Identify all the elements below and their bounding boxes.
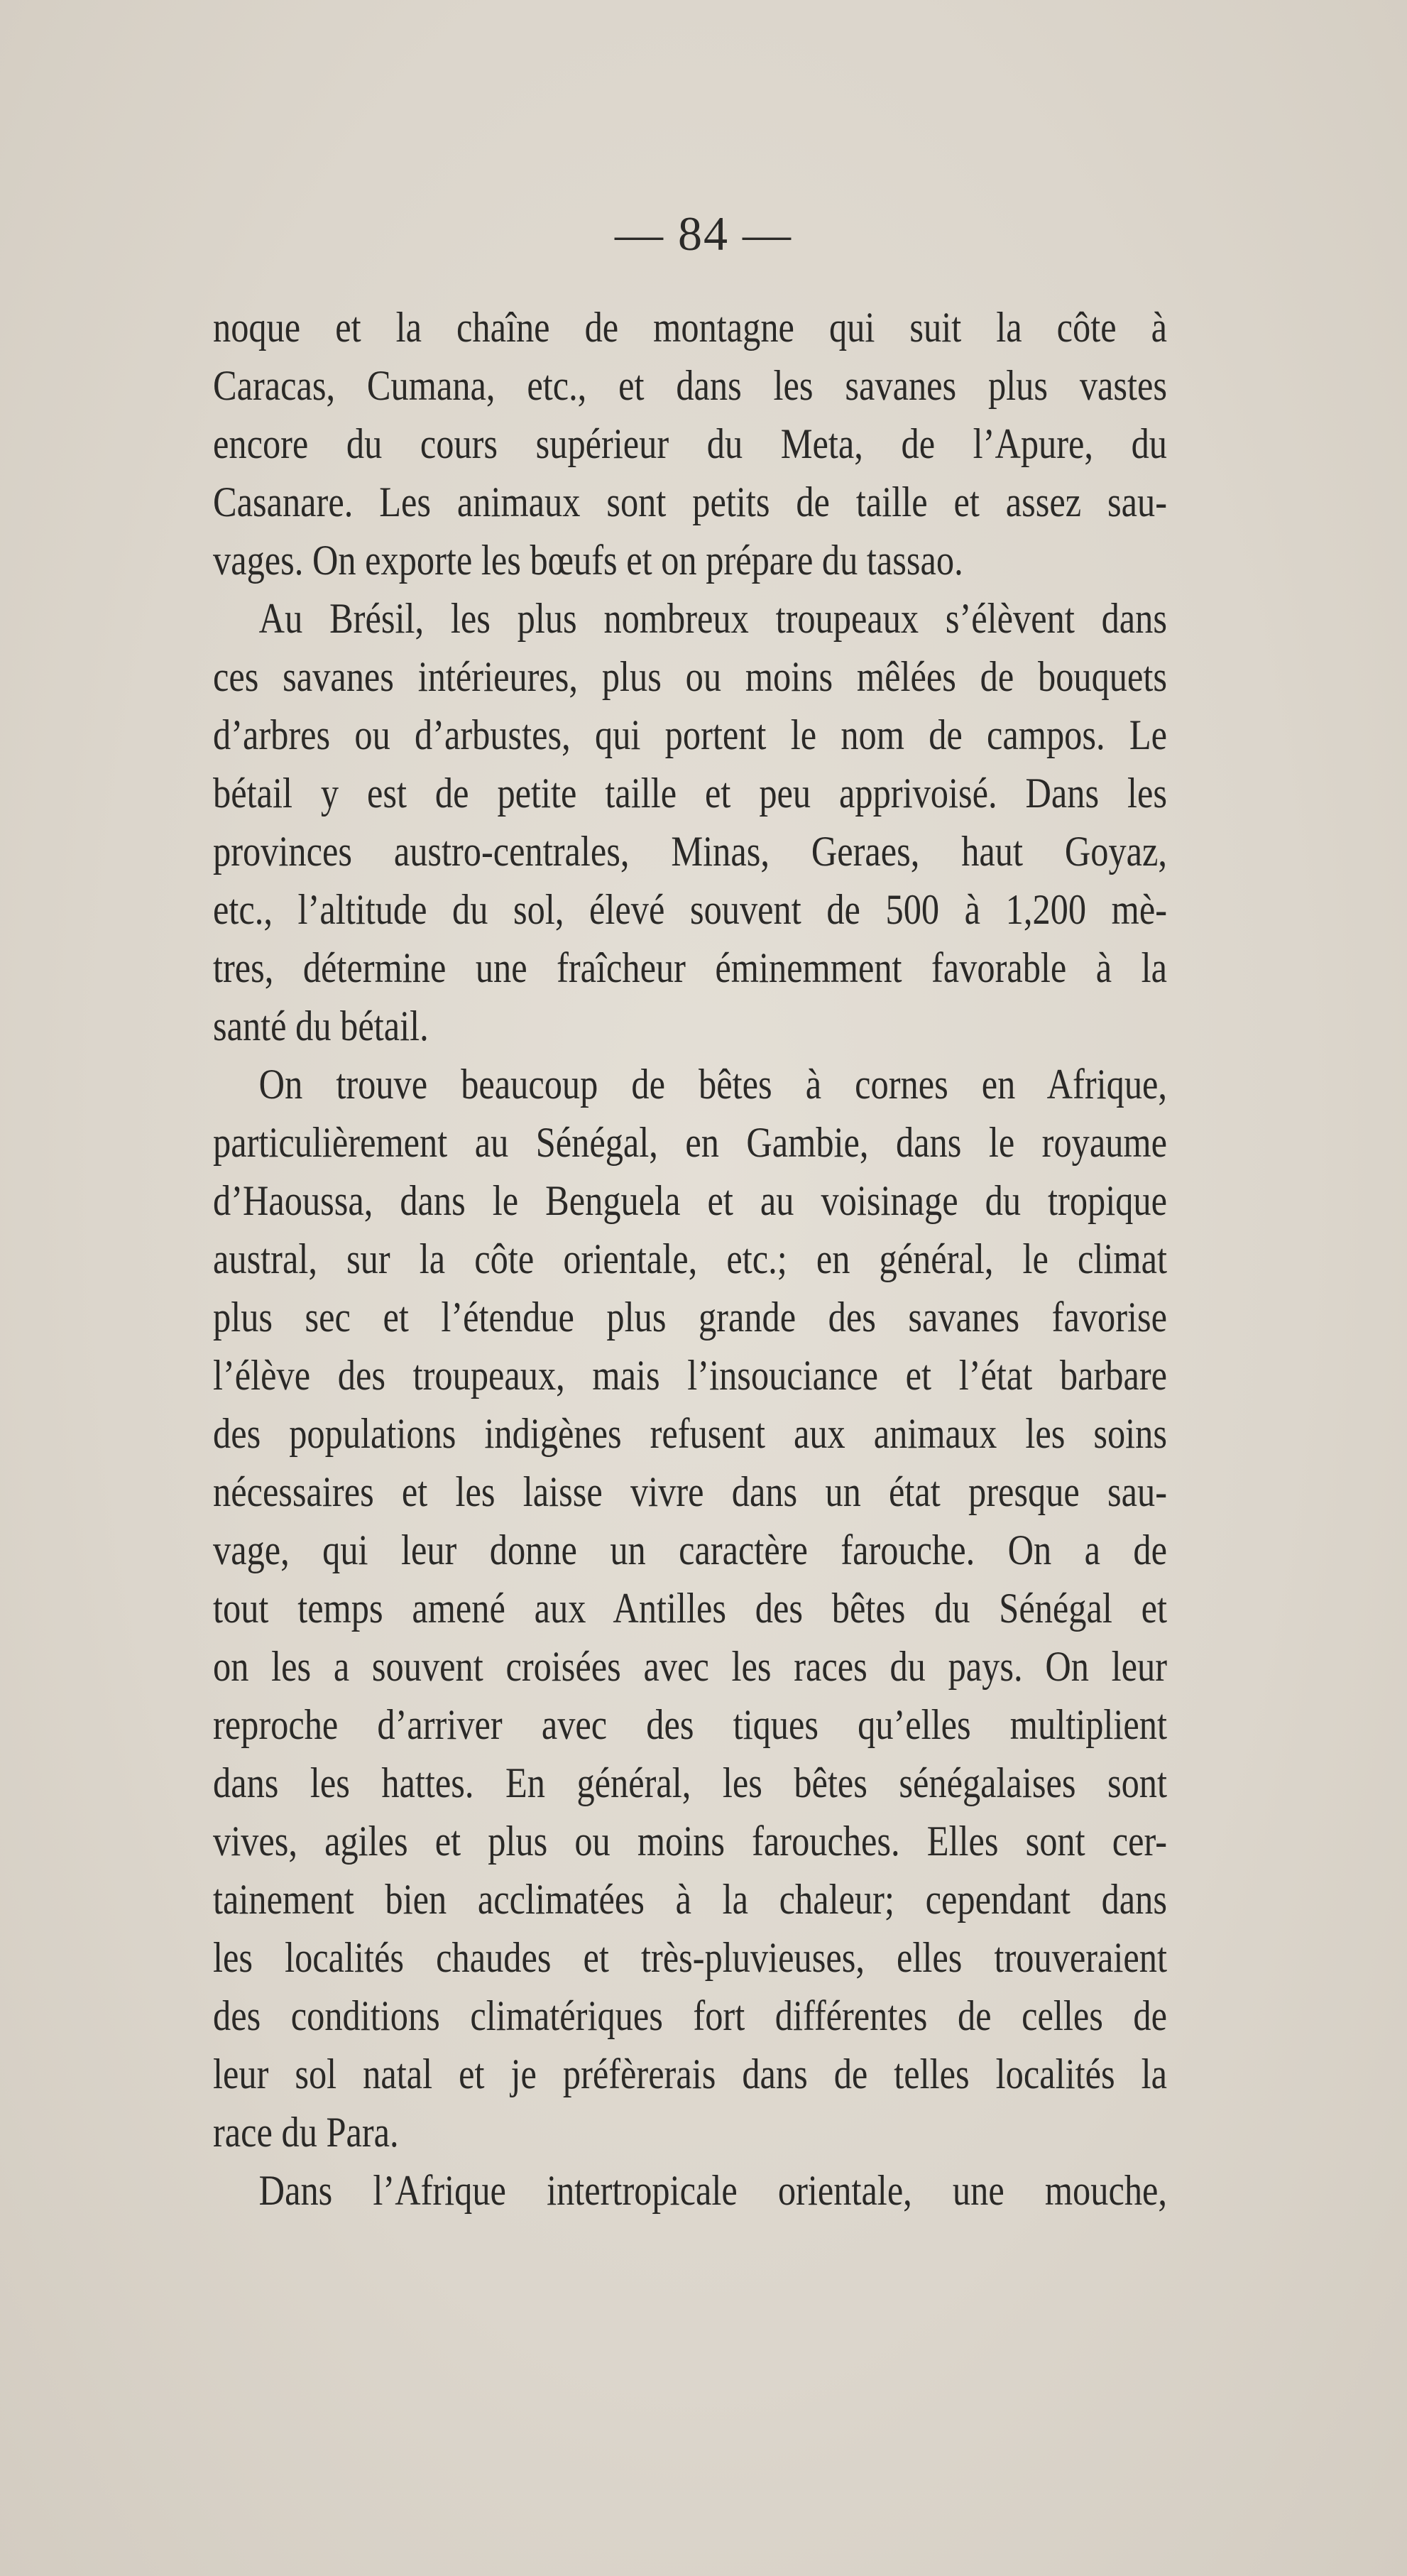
text-line: particulièrement au Sénégal, en Gambie, dans le royaume: [213, 1119, 1167, 1166]
paragraph-start-line: Au Brésil, les plus nombreux troupeaux s’élèvent dans: [258, 595, 1168, 642]
text-line: race du Para.: [213, 2109, 399, 2156]
text-line: plus sec et l’étendue plus grande des savanes favorise: [213, 1294, 1167, 1341]
text-line: d’arbres ou d’arbustes, qui portent le nom de campos. Le: [213, 711, 1167, 758]
text-line: vages. On exporte les bœufs et on prépare du tassao.: [213, 537, 963, 584]
text-line: tres, détermine une fraîcheur éminemment favorable à la: [213, 944, 1167, 991]
text-line: Caracas, Cumana, etc., et dans les savanes plus vastes: [213, 362, 1167, 409]
text-line: nécessaires et les laisse vivre dans un état presque sau-: [213, 1468, 1167, 1515]
text-line: santé du bétail.: [213, 1003, 429, 1049]
text-line: ces savanes intérieures, plus ou moins mêlées de bouquets: [213, 653, 1167, 700]
page-number: — 84 —: [615, 207, 792, 261]
text-line: l’élève des troupeaux, mais l’insouciance et l’état barbare: [213, 1352, 1167, 1399]
paragraph-start-line: On trouve beaucoup de bêtes à cornes en Afrique,: [258, 1061, 1168, 1108]
text-line: provinces austro-centrales, Minas, Geraes, haut Goyaz,: [213, 828, 1167, 875]
text-line: tout temps amené aux Antilles des bêtes du Sénégal et: [213, 1585, 1167, 1632]
text-line: austral, sur la côte orientale, etc.; en général, le climat: [213, 1235, 1167, 1282]
text-line: noque et la chaîne de montagne qui suit la côte à: [213, 304, 1167, 351]
text-line: reproche d’arriver avec des tiques qu’elles multiplient: [213, 1701, 1167, 1748]
text-line: les localités chaudes et très-pluvieuses, elles trouveraient: [213, 1934, 1167, 1981]
text-line: bétail y est de petite taille et peu apprivoisé. Dans les: [213, 770, 1167, 817]
text-line: des populations indigènes refusent aux animaux les soins: [213, 1410, 1167, 1457]
paragraph-start-line: Dans l’Afrique intertropicale orientale, une mouche,: [258, 2167, 1168, 2214]
text-line: encore du cours supérieur du Meta, de l’Apure, du: [213, 420, 1167, 467]
text-line: vives, agiles et plus ou moins farouches. Elles sont cer-: [213, 1818, 1167, 1865]
text-line: on les a souvent croisées avec les races du pays. On leur: [213, 1643, 1167, 1690]
body-text: [213, 298, 1349, 2220]
text-line: leur sol natal et je préfèrerais dans de telles localités la: [213, 2051, 1167, 2097]
text-line: tainement bien acclimatées à la chaleur; cependant dans: [213, 1876, 1167, 1923]
text-line: etc., l’altitude du sol, élevé souvent de 500 à 1,200 mè-: [213, 886, 1167, 933]
text-line: des conditions climatériques fort différentes de celles de: [213, 1992, 1167, 2039]
text-line: vage, qui leur donne un caractère farouche. On a de: [213, 1527, 1167, 1573]
text-line: d’Haoussa, dans le Benguela et au voisinage du tropique: [213, 1177, 1167, 1224]
text-line: dans les hattes. En général, les bêtes sénégalaises sont: [213, 1759, 1167, 1806]
text-line: Casanare. Les animaux sont petits de taille et assez sau-: [213, 479, 1167, 525]
